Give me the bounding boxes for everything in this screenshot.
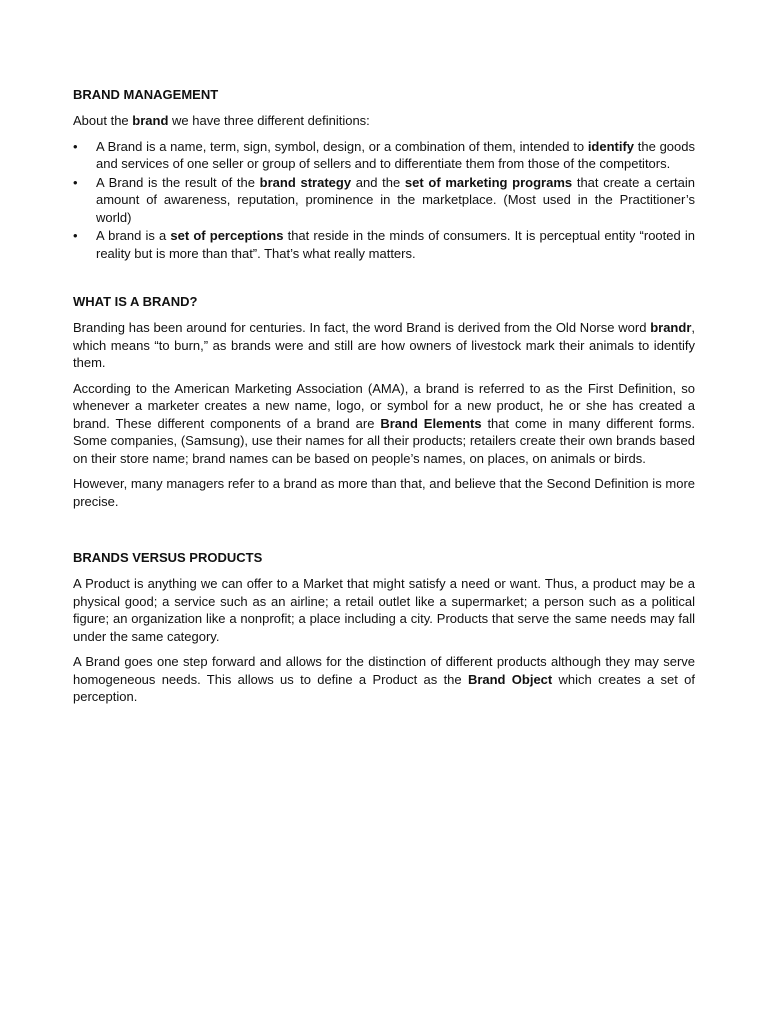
section-title-what-is-a-brand: WHAT IS A BRAND? [73, 294, 198, 309]
document-page [73, 86, 695, 714]
list-item: • A Brand is a name, term, sign, symbol, design, or a combination of them, intended to identify the goods and services of one seller or group of sellers and to differentiate them from those of the competitors. [73, 138, 695, 171]
second-definition-paragraph: However, many managers refer to a brand as more than that, and believe that the Second Definition is more precise. [73, 476, 695, 509]
brand-intro-paragraph: About the brand we have three different definitions: [73, 113, 370, 128]
brand-object-paragraph: A Brand goes one step forward and allows for the distinction of different products although they may serve homogeneous needs. This allows us to define a Product as the Brand Object which creates a set of perception. [73, 654, 695, 704]
bullet-icon: • [73, 174, 78, 190]
list-item: • A Brand is the result of the brand strategy and the set of marketing programs that create a certain amount of awareness, reputation, prominence in the marketplace. (Most used in the Practitioner’s world) [73, 174, 695, 225]
branding-history-paragraph: Branding has been around for centuries. In fact, the word Brand is derived from the Old Norse word brandr, which means “to burn,” as brands were and still are how owners of livestock mark their animals to identify them. [73, 320, 695, 370]
ama-definition-paragraph: According to the American Marketing Association (AMA), a brand is referred to as the First Definition, so whenever a marketer creates a new name, logo, or symbol for a new product, he or she has created a brand. These different components of a brand are Brand Elements that come in many different forms. Some companies, (Samsung), use their names for all their products; retailers create their own brands based on their store name; brand names can be based on people’s names, on places, on animals or birds. [73, 380, 695, 466]
section-title-brands-versus-products: BRANDS VERSUS PRODUCTS [73, 550, 263, 565]
product-definition-paragraph: A Product is anything we can offer to a Market that might satisfy a need or want. Thus, a product may be a physical good; a service such as an airline; a retail outlet like a supermarket; a person such as a political figure; an organization like a nonprofit; a place including a city. Products that serve the same needs may fall under the same category. [73, 576, 695, 644]
bullet-icon: • [73, 228, 78, 243]
bullet-icon: • [73, 138, 78, 154]
brand-definitions-list [73, 138, 695, 263]
list-item: • A brand is a set of perceptions that reside in the minds of consumers. It is perceptual entity “rooted in reality but is more than that”. That’s what really matters. [73, 228, 695, 261]
section-title-brand-management: BRAND MANAGEMENT [73, 87, 219, 102]
